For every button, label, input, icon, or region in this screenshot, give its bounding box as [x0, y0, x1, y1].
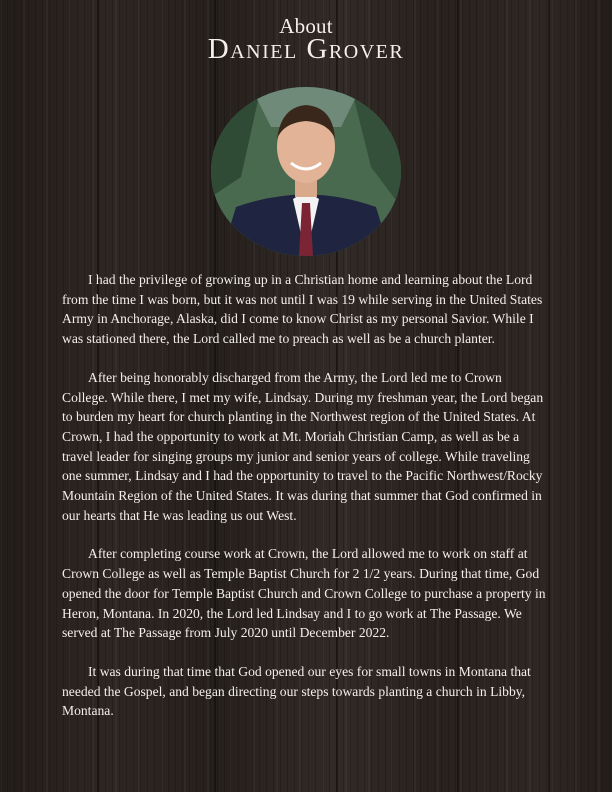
biography-paragraph: It was during that time that God opened our eyes for small towns in Montana that needed the Gospel, and began directing our steps towards planting a church in Libby, Montana.: [62, 663, 531, 719]
biography-paragraph: After being honorably discharged from the Army, the Lord led me to Crown College. While there, I met my wife, Lindsay. During my freshman year, the Lord began to burden my heart for church planting in the Northwest region of the United States. At Crown, I had the opportunity to work at Mt. Moriah Christian Camp, as well as be a travel leader for singing groups my junior and senior years of college. While traveling one summer, Lindsay and I had the opportunity to travel to the Pacific Northwest/Rocky Mountain Region of the United States. It was during that summer that God confirmed in our hearts that He was leading us out West.: [62, 369, 544, 523]
about-heading: About: [279, 14, 333, 38]
portrait-photo: [211, 87, 401, 256]
biography-text: [62, 270, 550, 740]
biography-paragraph: I had the privilege of growing up in a Christian home and learning about the Lord from the time I was born, but it was not until I was 19 while serving in the United States Army in Anchorage, Alaska, did I come to know Christ as my personal Savior. While I was stationed there, the Lord called me to preach as well as be a church planter.: [62, 272, 543, 347]
page-title: Daniel Grover: [207, 33, 405, 65]
biography-paragraph: After completing course work at Crown, the Lord allowed me to work on staff at Crown College as well as Temple Baptist Church for 2 1/2 years. During that time, God opened the door for Temple Baptist Church and Crown College to purchase a property in Heron, Montana. In 2020, the Lord led Lindsay and I to go work at The Passage. We served at The Passage from July 2020 until December 2022.: [62, 546, 546, 641]
